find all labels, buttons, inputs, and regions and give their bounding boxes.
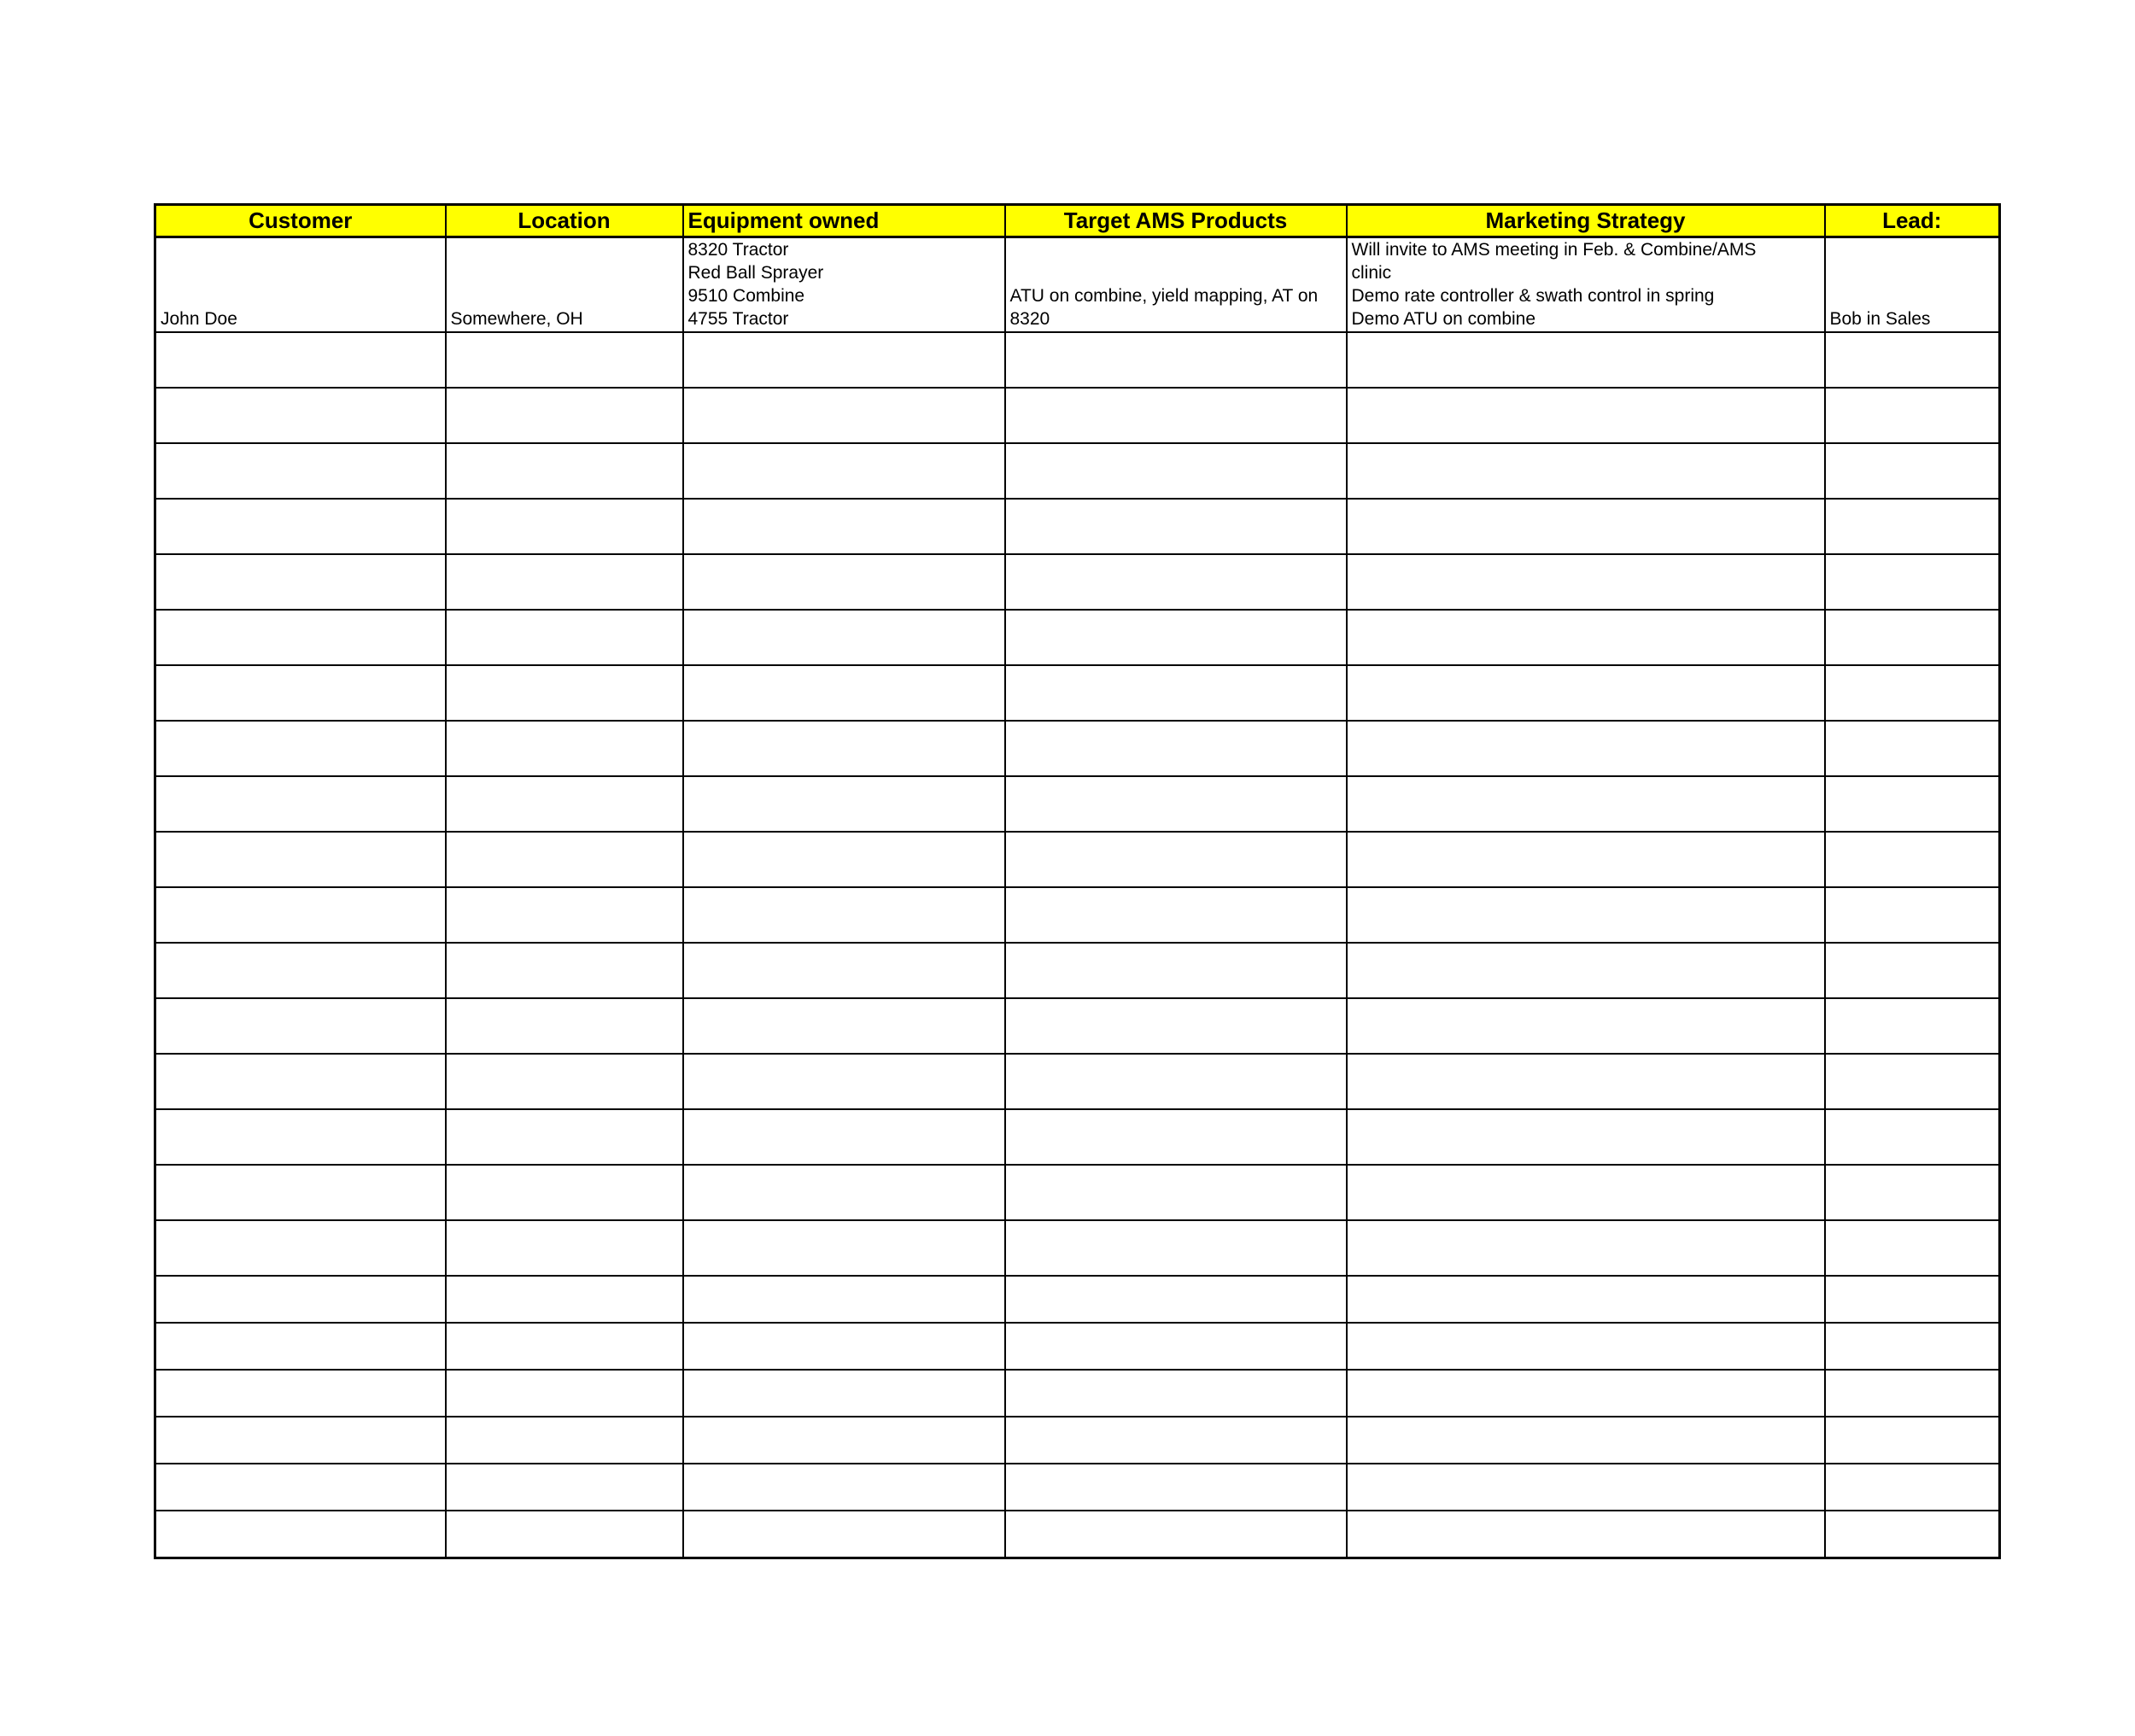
cell-target-ams-products[interactable] bbox=[1005, 665, 1347, 721]
cell-location[interactable] bbox=[446, 610, 683, 665]
cell-equipment-owned[interactable] bbox=[683, 1220, 1005, 1276]
table-row bbox=[155, 1417, 2000, 1464]
cell-target-ams-products[interactable] bbox=[1005, 1220, 1347, 1276]
cell-marketing-strategy[interactable] bbox=[1347, 610, 1825, 665]
header-target-ams-products: Target AMS Products bbox=[1005, 205, 1347, 237]
table-row bbox=[155, 721, 2000, 776]
cell-lead[interactable] bbox=[1825, 499, 2000, 554]
cell-target-ams-products[interactable] bbox=[1005, 1323, 1347, 1370]
cell-target-ams-products[interactable] bbox=[1005, 1054, 1347, 1109]
cell-equipment-owned[interactable] bbox=[683, 1323, 1005, 1370]
cell-customer[interactable] bbox=[155, 721, 446, 776]
cell-lead[interactable] bbox=[1825, 610, 2000, 665]
cell-equipment-owned[interactable] bbox=[683, 665, 1005, 721]
header-row bbox=[155, 205, 2000, 237]
customer-tracking-table bbox=[154, 203, 2001, 1559]
table-row bbox=[155, 665, 2000, 721]
cell-target-ams-products[interactable] bbox=[1005, 499, 1347, 554]
cell-customer[interactable] bbox=[155, 1417, 446, 1464]
cell-target-ams-products[interactable] bbox=[1005, 1464, 1347, 1511]
cell-lead[interactable] bbox=[1825, 776, 2000, 832]
cell-marketing-strategy[interactable] bbox=[1347, 1511, 1825, 1558]
cell-marketing-strategy[interactable] bbox=[1347, 832, 1825, 887]
table-row bbox=[155, 332, 2000, 388]
table-row bbox=[155, 1511, 2000, 1558]
cell-target-ams-products[interactable] bbox=[1005, 721, 1347, 776]
cell-location[interactable] bbox=[446, 1511, 683, 1558]
cell-location[interactable] bbox=[446, 554, 683, 610]
cell-marketing-strategy[interactable] bbox=[1347, 1054, 1825, 1109]
cell-marketing-strategy[interactable] bbox=[1347, 887, 1825, 943]
cell-lead[interactable] bbox=[1825, 721, 2000, 776]
cell-location[interactable] bbox=[446, 1276, 683, 1323]
cell-location[interactable] bbox=[446, 1464, 683, 1511]
cell-customer[interactable]: John Doe bbox=[155, 237, 446, 333]
cell-equipment-owned[interactable] bbox=[683, 1370, 1005, 1417]
cell-target-ams-products[interactable] bbox=[1005, 998, 1347, 1054]
cell-target-ams-products[interactable] bbox=[1005, 443, 1347, 499]
cell-target-ams-products[interactable] bbox=[1005, 776, 1347, 832]
cell-equipment-owned[interactable] bbox=[683, 1109, 1005, 1165]
cell-target-ams-products[interactable] bbox=[1005, 1370, 1347, 1417]
table-row bbox=[155, 499, 2000, 554]
cell-customer[interactable] bbox=[155, 1109, 446, 1165]
cell-equipment-owned[interactable] bbox=[683, 1054, 1005, 1109]
cell-lead[interactable] bbox=[1825, 1417, 2000, 1464]
cell-location[interactable] bbox=[446, 443, 683, 499]
cell-target-ams-products[interactable] bbox=[1005, 887, 1347, 943]
cell-marketing-strategy[interactable] bbox=[1347, 554, 1825, 610]
cell-customer[interactable] bbox=[155, 332, 446, 388]
cell-lead[interactable] bbox=[1825, 1220, 2000, 1276]
cell-lead[interactable] bbox=[1825, 388, 2000, 443]
cell-marketing-strategy[interactable] bbox=[1347, 1220, 1825, 1276]
cell-lead[interactable] bbox=[1825, 998, 2000, 1054]
header-marketing-strategy: Marketing Strategy bbox=[1347, 205, 1825, 237]
cell-customer[interactable] bbox=[155, 832, 446, 887]
cell-lead[interactable] bbox=[1825, 1464, 2000, 1511]
cell-customer[interactable] bbox=[155, 1165, 446, 1220]
table-row bbox=[155, 443, 2000, 499]
cell-location[interactable] bbox=[446, 1417, 683, 1464]
cell-equipment-owned[interactable] bbox=[683, 887, 1005, 943]
cell-location[interactable] bbox=[446, 499, 683, 554]
cell-customer[interactable] bbox=[155, 1220, 446, 1276]
cell-marketing-strategy[interactable] bbox=[1347, 776, 1825, 832]
cell-location[interactable] bbox=[446, 1323, 683, 1370]
header-location: Location bbox=[446, 205, 683, 237]
cell-lead[interactable] bbox=[1825, 832, 2000, 887]
cell-customer[interactable] bbox=[155, 610, 446, 665]
cell-lead[interactable] bbox=[1825, 887, 2000, 943]
cell-lead[interactable] bbox=[1825, 1276, 2000, 1323]
cell-lead[interactable] bbox=[1825, 1370, 2000, 1417]
cell-equipment-owned[interactable] bbox=[683, 1464, 1005, 1511]
cell-equipment-owned[interactable] bbox=[683, 388, 1005, 443]
cell-target-ams-products[interactable] bbox=[1005, 1276, 1347, 1323]
cell-equipment-owned[interactable] bbox=[683, 776, 1005, 832]
table-row bbox=[155, 1276, 2000, 1323]
cell-target-ams-products[interactable] bbox=[1005, 1165, 1347, 1220]
cell-lead[interactable] bbox=[1825, 1165, 2000, 1220]
cell-lead[interactable] bbox=[1825, 554, 2000, 610]
cell-marketing-strategy[interactable] bbox=[1347, 998, 1825, 1054]
header-customer: Customer bbox=[155, 205, 446, 237]
table-row bbox=[155, 998, 2000, 1054]
cell-target-ams-products[interactable] bbox=[1005, 332, 1347, 388]
cell-equipment-owned[interactable] bbox=[683, 554, 1005, 610]
table-row bbox=[155, 1165, 2000, 1220]
cell-target-ams-products[interactable] bbox=[1005, 1417, 1347, 1464]
cell-customer[interactable] bbox=[155, 665, 446, 721]
cell-equipment-owned[interactable] bbox=[683, 943, 1005, 998]
cell-equipment-owned[interactable] bbox=[683, 610, 1005, 665]
table-row bbox=[155, 943, 2000, 998]
cell-location[interactable] bbox=[446, 1109, 683, 1165]
cell-target-ams-products[interactable] bbox=[1005, 610, 1347, 665]
table-row bbox=[155, 887, 2000, 943]
cell-location[interactable] bbox=[446, 832, 683, 887]
table-row bbox=[155, 610, 2000, 665]
header-equipment-owned: Equipment owned bbox=[683, 205, 1005, 237]
cell-customer[interactable] bbox=[155, 499, 446, 554]
cell-equipment-owned[interactable] bbox=[683, 1417, 1005, 1464]
cell-equipment-owned[interactable] bbox=[683, 1511, 1005, 1558]
cell-lead[interactable] bbox=[1825, 1109, 2000, 1165]
cell-target-ams-products[interactable] bbox=[1005, 388, 1347, 443]
cell-equipment-owned[interactable] bbox=[683, 332, 1005, 388]
table-row bbox=[155, 1054, 2000, 1109]
cell-marketing-strategy[interactable] bbox=[1347, 1464, 1825, 1511]
cell-location[interactable] bbox=[446, 388, 683, 443]
cell-location[interactable] bbox=[446, 943, 683, 998]
cell-customer[interactable] bbox=[155, 388, 446, 443]
cell-location[interactable] bbox=[446, 332, 683, 388]
table-row bbox=[155, 832, 2000, 887]
cell-target-ams-products[interactable] bbox=[1005, 943, 1347, 998]
cell-marketing-strategy[interactable] bbox=[1347, 1323, 1825, 1370]
cell-marketing-strategy[interactable] bbox=[1347, 721, 1825, 776]
cell-marketing-strategy[interactable] bbox=[1347, 332, 1825, 388]
cell-customer[interactable] bbox=[155, 1276, 446, 1323]
cell-location[interactable] bbox=[446, 1220, 683, 1276]
cell-location[interactable] bbox=[446, 887, 683, 943]
cell-marketing-strategy[interactable] bbox=[1347, 1417, 1825, 1464]
cell-customer[interactable] bbox=[155, 998, 446, 1054]
cell-location[interactable] bbox=[446, 721, 683, 776]
cell-target-ams-products[interactable]: ATU on combine, yield mapping, AT on 8320 bbox=[1005, 237, 1347, 333]
cell-customer[interactable] bbox=[155, 1323, 446, 1370]
cell-marketing-strategy[interactable] bbox=[1347, 499, 1825, 554]
table-row bbox=[155, 1323, 2000, 1370]
table-row bbox=[155, 1464, 2000, 1511]
cell-customer[interactable] bbox=[155, 943, 446, 998]
cell-lead[interactable] bbox=[1825, 332, 2000, 388]
cell-equipment-owned[interactable] bbox=[683, 443, 1005, 499]
cell-customer[interactable] bbox=[155, 443, 446, 499]
cell-target-ams-products[interactable] bbox=[1005, 1511, 1347, 1558]
cell-customer[interactable] bbox=[155, 887, 446, 943]
table-row bbox=[155, 388, 2000, 443]
cell-marketing-strategy[interactable] bbox=[1347, 943, 1825, 998]
table-row bbox=[155, 1370, 2000, 1417]
cell-customer[interactable] bbox=[155, 1511, 446, 1558]
cell-marketing-strategy[interactable] bbox=[1347, 443, 1825, 499]
cell-equipment-owned[interactable] bbox=[683, 1276, 1005, 1323]
table-row bbox=[155, 237, 2000, 333]
header-lead: Lead: bbox=[1825, 205, 2000, 237]
table-row bbox=[155, 776, 2000, 832]
cell-customer[interactable] bbox=[155, 776, 446, 832]
cell-location[interactable] bbox=[446, 1165, 683, 1220]
cell-lead[interactable] bbox=[1825, 943, 2000, 998]
cell-equipment-owned[interactable]: 8320 Tractor Red Ball Sprayer 9510 Combine 4755 Tractor bbox=[683, 237, 1005, 333]
cell-marketing-strategy[interactable] bbox=[1347, 1165, 1825, 1220]
cell-marketing-strategy[interactable] bbox=[1347, 1276, 1825, 1323]
cell-lead[interactable] bbox=[1825, 1054, 2000, 1109]
cell-equipment-owned[interactable] bbox=[683, 998, 1005, 1054]
cell-lead[interactable]: Bob in Sales bbox=[1825, 237, 2000, 333]
cell-target-ams-products[interactable] bbox=[1005, 832, 1347, 887]
cell-customer[interactable] bbox=[155, 1370, 446, 1417]
cell-lead[interactable] bbox=[1825, 665, 2000, 721]
cell-location[interactable] bbox=[446, 1054, 683, 1109]
cell-target-ams-products[interactable] bbox=[1005, 554, 1347, 610]
cell-lead[interactable] bbox=[1825, 443, 2000, 499]
cell-target-ams-products[interactable] bbox=[1005, 1109, 1347, 1165]
cell-equipment-owned[interactable] bbox=[683, 1165, 1005, 1220]
cell-customer[interactable] bbox=[155, 1464, 446, 1511]
cell-equipment-owned[interactable] bbox=[683, 721, 1005, 776]
cell-location[interactable] bbox=[446, 998, 683, 1054]
table-row bbox=[155, 1220, 2000, 1276]
cell-customer[interactable] bbox=[155, 1054, 446, 1109]
cell-location[interactable] bbox=[446, 776, 683, 832]
cell-marketing-strategy[interactable] bbox=[1347, 1370, 1825, 1417]
cell-location[interactable] bbox=[446, 665, 683, 721]
cell-equipment-owned[interactable] bbox=[683, 832, 1005, 887]
cell-lead[interactable] bbox=[1825, 1323, 2000, 1370]
cell-marketing-strategy[interactable] bbox=[1347, 665, 1825, 721]
cell-lead[interactable] bbox=[1825, 1511, 2000, 1558]
cell-marketing-strategy[interactable] bbox=[1347, 388, 1825, 443]
table-row bbox=[155, 1109, 2000, 1165]
cell-customer[interactable] bbox=[155, 554, 446, 610]
cell-location[interactable]: Somewhere, OH bbox=[446, 237, 683, 333]
cell-marketing-strategy[interactable] bbox=[1347, 1109, 1825, 1165]
cell-location[interactable] bbox=[446, 1370, 683, 1417]
cell-marketing-strategy[interactable]: Will invite to AMS meeting in Feb. & Combine/AMS clinic Demo rate controller & swath control in spring Demo ATU on combine bbox=[1347, 237, 1825, 333]
table-row bbox=[155, 554, 2000, 610]
cell-equipment-owned[interactable] bbox=[683, 499, 1005, 554]
